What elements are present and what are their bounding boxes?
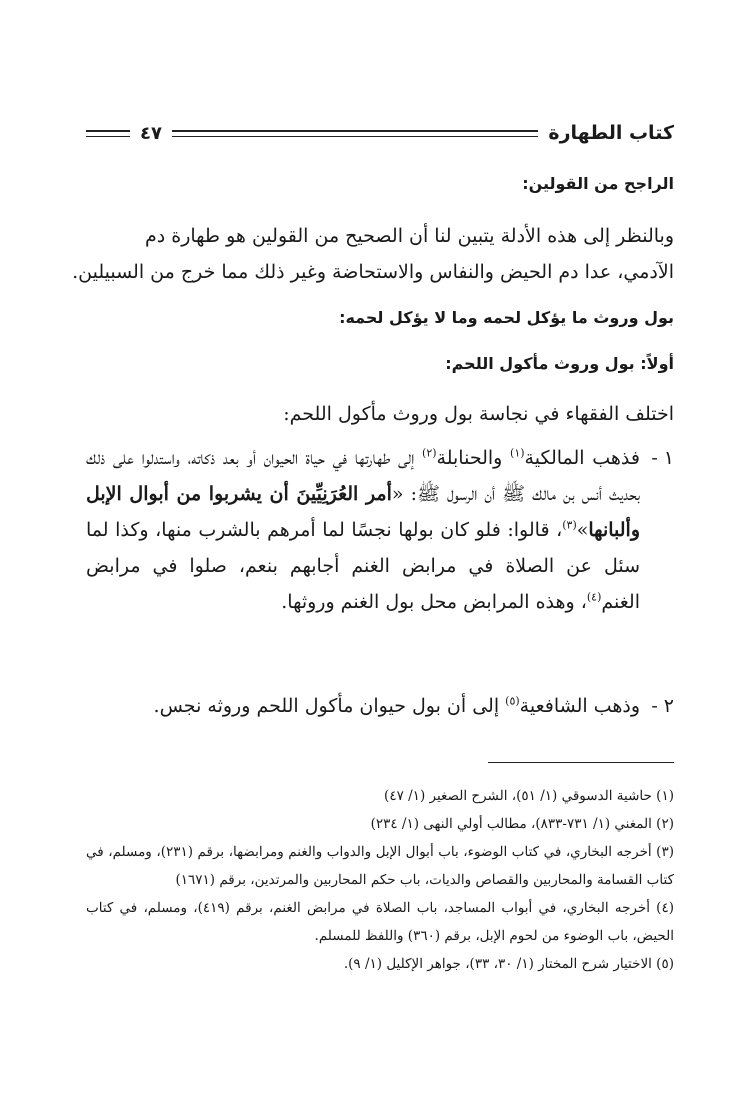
paragraph-intro-line-1: وبالنظر إلى هذه الأدلة يتبين لنا أن الصحيح من القولين هو طهارة دم xyxy=(144,225,674,247)
list-item-maliki-hanbali xyxy=(86,440,674,620)
paragraph-intro-line-2: الآدمي، عدا دم الحيض والنفاس والاستحاضة وغير ذلك مما خرج من السبيلين. xyxy=(72,261,674,283)
chapter-title: كتاب الطهارة xyxy=(548,122,674,144)
footnote-ref-2: (٢) xyxy=(422,446,437,460)
list-item-shafii xyxy=(86,688,674,724)
list-item-text xyxy=(86,688,640,724)
heading-urine-dung: بول وروث ما يؤكل لحمه وما لا يؤكل لحمه: xyxy=(339,308,674,327)
text-run: ، قالوا: فلو كان بولها نجسًا لما أمرهم بالشرب منها، وكذا لما سئل عن الصلاة في مرابض الغنم أجابهم بنعم، صلوا في مرابض الغنم xyxy=(86,519,640,613)
footnote-ref-5: (٥) xyxy=(505,694,520,708)
paragraph-disagreement: اختلف الفقهاء في نجاسة بول وروث مأكول اللحم: xyxy=(283,403,674,425)
list-item-number: ٢ - xyxy=(651,695,674,717)
footnote-1: (١) حاشية الدسوقي (١/ ٥١)، الشرح الصغير (١/ ٤٧) xyxy=(384,788,674,804)
text-run: إلى طهارتها في حياة الحيوان أو بعد ذكاته، واستدلوا على ذلك بحديث أنس بن مالك ﷺ أن الرسول ﷺ: « xyxy=(86,447,640,505)
footnote-2: (٢) المغني (١/ ٧٣١-٨٣٣)، مطالب أولي النهى (١/ ٢٣٤) xyxy=(370,816,674,832)
running-header xyxy=(86,118,674,148)
list-item-number: ١ - xyxy=(651,447,674,469)
text-run: إلى أن بول حيوان مأكول اللحم وروثه نجس. xyxy=(153,695,506,717)
hadith-quote: أمر العُرَنِيِّينَ أن يشربوا من أبوال الإبل وألبانها xyxy=(86,483,640,541)
list-item-text xyxy=(86,440,640,620)
heading-preferred-opinion: الراجح من القولين: xyxy=(522,174,674,193)
text-run: ، وهذه المرابض محل بول الغنم وروثها. xyxy=(281,591,587,613)
footnote-ref-4: (٤) xyxy=(586,590,602,604)
page-number: ٤٧ xyxy=(140,122,162,144)
text-run: وذهب الشافعية xyxy=(519,695,640,717)
footnote-4: (٤) أخرجه البخاري، في أبواب المساجد، باب الصلاة في مرابض الغنم، برقم (٤١٩)، ومسلم، في كتاب الحيض، باب الوضوء من لحوم الإبل، برقم (٣٦٠) واللفظ للمسلم. xyxy=(86,900,674,944)
footnotes xyxy=(86,782,674,978)
header-rule-short xyxy=(86,130,130,137)
text-run: فذهب المالكية xyxy=(524,447,640,469)
text-run: والحنابلة xyxy=(436,447,511,469)
footnote-ref-3: (٣) xyxy=(562,518,577,532)
text-run: » xyxy=(576,519,589,541)
footnote-5: (٥) الاختيار شرح المختار (١/ ٣٠، ٣٣)، جواهر الإكليل (١/ ٩). xyxy=(343,956,674,972)
footnote-3: (٣) أخرجه البخاري، في كتاب الوضوء، باب أبوال الإبل والدواب والغنم ومرابضها، برقم (٢٣١)، ومسلم، في كتاب القسامة والمحاربين والقصاص والديات، باب حكم المحاربين والمرتدين، برقم (١٦٧١) xyxy=(86,844,674,888)
book-page xyxy=(72,0,674,1109)
heading-first-section: أولاً: بول وروث مأكول اللحم: xyxy=(445,354,674,373)
footnote-separator xyxy=(488,762,674,763)
header-rule xyxy=(172,130,538,137)
footnote-ref-1: (١) xyxy=(510,446,525,460)
